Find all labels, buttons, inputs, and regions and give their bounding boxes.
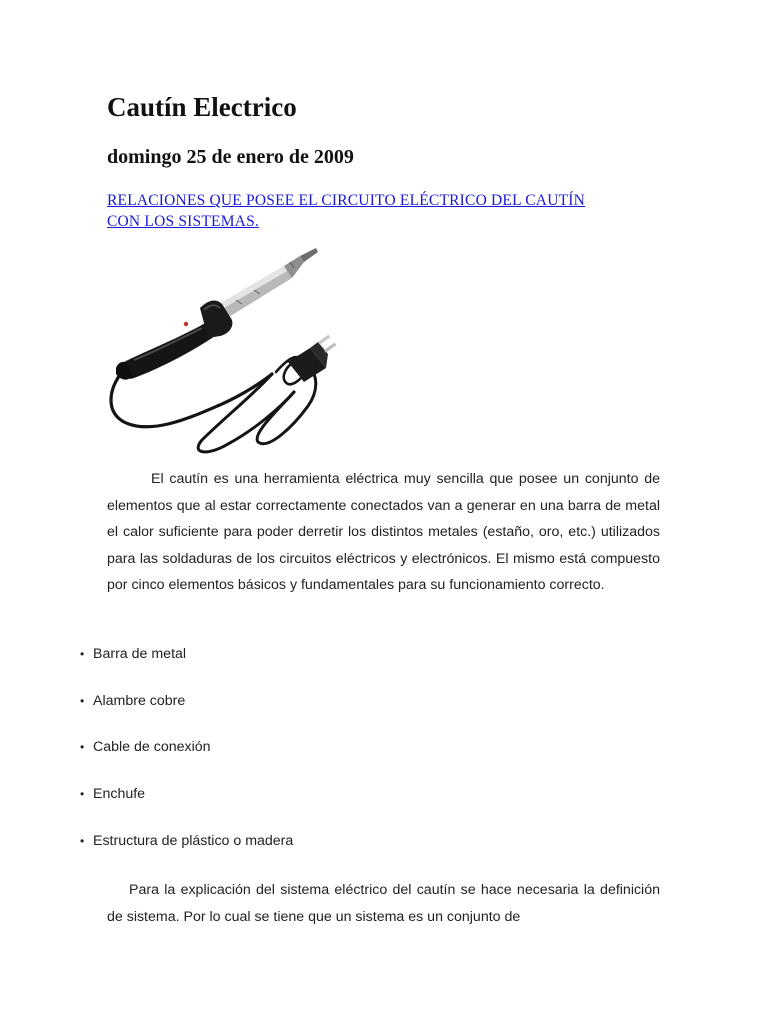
soldering-iron-image: [104, 244, 340, 456]
elements-list: [80, 646, 293, 879]
list-item: [80, 693, 293, 740]
list-item-text: Cable de conexión: [93, 739, 211, 756]
list-item: [80, 739, 293, 786]
heading-link-line-2[interactable]: CON LOS SISTEMAS.: [107, 213, 259, 230]
system-paragraph: Para la explicación del sistema eléctrico del cautín se hace necesaria la definición de sistema. Por lo cual se tiene que un sistema es un conjunto de: [107, 882, 660, 925]
list-item-text: Estructura de plástico o madera: [93, 832, 294, 849]
bullet-icon: •: [80, 787, 85, 802]
list-item-text: Barra de metal: [93, 646, 187, 662]
list-item-text: Alambre cobre: [93, 692, 186, 709]
list-item: [80, 646, 293, 693]
list-item: [80, 786, 293, 833]
bullet-icon: •: [80, 647, 85, 661]
section-heading-link[interactable]: [107, 190, 667, 232]
intro-paragraph: El cautín es una herramienta eléctrica muy sencilla que posee un conjunto de elementos que al estar correctamente conectados van a generar en una barra de metal el calor suficiente para poder derretir los distintos metales (estaño, oro, etc.) utilizados para las soldaduras de los circuitos eléctricos y electrónicos. El mismo está compuesto por cinco elementos básicos y fundamentales para su funcionamiento correcto.: [107, 471, 660, 594]
post-date: domingo 25 de enero de 2009: [107, 146, 354, 168]
list-item-text: Enchufe: [93, 786, 146, 803]
bullet-icon: •: [80, 740, 85, 755]
plug-icon: [288, 335, 336, 382]
list-item: [80, 833, 293, 880]
bullet-icon: •: [80, 833, 85, 848]
bullet-icon: •: [80, 693, 85, 708]
document-title: Cautín Electrico: [107, 92, 297, 122]
heading-link-line-1[interactable]: RELACIONES QUE POSEE EL CIRCUITO ELÉCTRICO DEL CAUTÍN: [107, 192, 586, 209]
